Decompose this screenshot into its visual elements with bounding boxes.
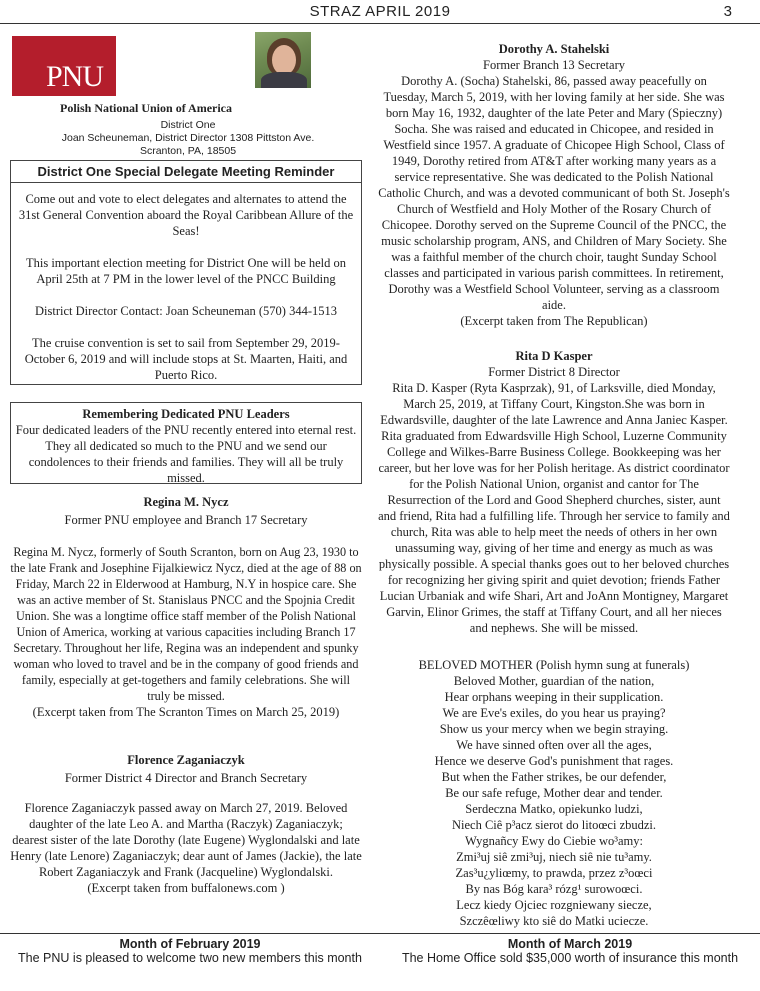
rita-role: Former District 8 Director (488, 365, 620, 379)
org-name: Polish National Union of America (60, 101, 233, 115)
hymn-line: Serdeczna Matko, opiekunko ludzi, (465, 802, 643, 816)
city-line: Scranton, PA, 18505 (139, 145, 237, 157)
meeting-reminder-box (10, 160, 362, 385)
march-text: The Home Office sold $35,000 worth of insurance this month (401, 951, 739, 965)
hymn-line: Szczêœliwy kto siê do Matki ucieczе. (459, 914, 649, 928)
org-address (8, 119, 368, 158)
dorothy-name: Dorothy A. Stahelski (498, 42, 610, 56)
hymn-line: Lecz kiedy Ojciec rozgniewany siecze, (456, 898, 652, 912)
florence-text: Florence Zaganiaczyk passed away on March 27, 2019. Beloved daughter of the late Leo A. and Martha (Raczyk) Zaganiaczyk; dearest sister of the late Dorothy (late Eugene) Wyglondalski and late Henry (late Lenore) Zaganiaczyk; dear aunt of James (Jackie), the late Robert Zaganiaczyk and Frank (Jacqueline) Wyglondalski. (10, 801, 362, 879)
footer-february (5, 937, 375, 965)
regina-name: Regina M. Nycz (143, 495, 229, 509)
hymn-line: Zmi³uj siê zmi³uj, niech siê nie tu³amy. (456, 850, 652, 864)
hymn-line: Hence we deserve God's punishment that rages. (434, 754, 674, 768)
meeting-paragraph-1: Come out and vote to elect delegates and alternates to attend the 31st General Convention aboard the Royal Caribbean Allure of the Seas! (18, 192, 354, 238)
newsletter-title: STRAZ APRIL 2019 (309, 3, 451, 20)
meeting-heading: District One Special Delegate Meeting Reminder (11, 161, 361, 183)
regina-role: Former PNU employee and Branch 17 Secretary (64, 513, 308, 527)
remembering-heading: Remembering Dedicated PNU Leaders (82, 407, 290, 421)
florence-obituary (10, 752, 362, 896)
pnu-logo (12, 36, 116, 96)
rita-obituary (378, 348, 730, 636)
page-number: 3 (723, 3, 732, 20)
florence-name: Florence Zaganiaczyk (127, 753, 245, 767)
regina-text: Regina M. Nycz, formerly of South Scranton, born on Aug 23, 1930 to the late Frank and Josephine Fijalkiewicz Nycz, died at the age of 88 on Friday, March 22 in Elderwood at Hamburg, N.Y in hospice care. She was an active member of St. Stanislaus PNCC and the Spojnia Credit Union. She was a longtime office staff member of the Polish National Union of America, working at various capacities including Branch 17 Secretary. Throughout her life, Regina was an independent and spunky woman who loved to travel and be in the company of good friends and family, especially at get-togethers and family celebrations. She will truly be missed. (10, 545, 362, 703)
hymn-line: We have sinned often over all the ages, (456, 738, 652, 752)
page-footer (0, 933, 760, 991)
hymn (378, 657, 730, 929)
hymn-title: BELOVED MOTHER (Polish hymn sung at funerals) (418, 658, 690, 672)
page-header (0, 0, 760, 24)
regina-source: (Excerpt taken from The Scranton Times on March 25, 2019) (32, 705, 340, 719)
remembering-text: Four dedicated leaders of the PNU recently entered into eternal rest. They all dedicated so much to the PNU and we send our condolences to their friends and families. They will all be truly missed. (15, 423, 357, 485)
rita-name: Rita D Kasper (515, 349, 593, 363)
february-heading: Month of February 2019 (119, 937, 261, 951)
director-line: Joan Scheuneman, District Director 1308 Pittston Ave. (61, 132, 315, 144)
director-photo (255, 32, 311, 88)
florence-role: Former District 4 Director and Branch Secretary (64, 771, 308, 785)
florence-source: (Excerpt taken from buffalonews.com ) (87, 881, 285, 895)
regina-obituary (10, 494, 362, 720)
hymn-line: Show us your mercy when we begin straying. (439, 722, 669, 736)
hymn-lines (378, 673, 730, 929)
logo-text: PNU (46, 60, 104, 93)
hymn-line: By nas Bóg kara³ rózg¹ surowoœci. (465, 882, 643, 896)
dorothy-role: Former Branch 13 Secretary (483, 58, 625, 72)
meeting-paragraph-4: The cruise convention is set to sail from September 29, 2019-October 6, 2019 and will include stops at St. Maarten, Haiti, and Puerto Rico. (24, 336, 348, 382)
february-text: The PNU is pleased to welcome two new members this month (18, 951, 362, 965)
march-heading: Month of March 2019 (507, 937, 633, 951)
dorothy-text: Dorothy A. (Socha) Stahelski, 86, passed away peacefully on Tuesday, March 5, 2019, with her loving family at her side. She was born May 16, 1932, daughter of the late Peter and Mary (Spieczny) Socha. She was raised and educated in Chicopee, and resided in Westfield since 1957. A graduate of Chicopee High School, Class of 1949, Dorothy retired from AT&T after working many years as a service representative. She was dedicated to the Polish National Catholic Church, and was a devoted communicant of both St. Joseph's Church of Westfield and Holy Mother of the Rosary Church of Chicopee. Dorothy served on the Supreme Council of the PNCC, the music scholarship program, ANS, and Children of Mary Society. She was a faithful member of the church choir, taught Sunday School classes and participated in various parish committees. In retirement, Dorothy was a Westfield School Volunteer, serving as a classroom aide. (378, 74, 730, 312)
remembering-box (10, 402, 362, 484)
meeting-paragraph-2: This important election meeting for District One will be held on April 25th at 7 PM in the lower level of the PNCC Building (25, 256, 347, 286)
meeting-contact: District Director Contact: Joan Scheuneman (570) 344-1513 (34, 304, 337, 318)
rita-text: Rita D. Kasper (Ryta Kasprzak), 91, of Larksville, died Monday, March 25, 2019, at Tiffany Court, Kingston.She was born in Edwardsville, daughter of the late Lawrence and Anna Janiec Kasper. Rita graduated from Edwardsville High School, Luzerne Community College and Wilkes-Barre Business College. Bookkeeping was her career, but her love was for her Polish heritage. As district coordinator for the Polish National Union, organist and cantor for The Resurrection of the Lord and Good Shepherd churches, sister, aunt and friend, Rita had a fulfilling life. Through her service to family and church, Rita was able to help meet the needs of others in her own unassuming way, giving of her time and energy as much as was physically possible. A special thanks goes out to her beloved churches for recognizing her giving spirit and quiet devotion; friends Father Lucian Urbaniak and wife Shari, Art and JoAnn Montigney, Margaret Garvin, Elinor Grimes, the staff at Tiffany Court, and all her nieces and nephews. She will be missed. (378, 381, 730, 635)
dorothy-obituary (378, 41, 730, 329)
hymn-line: We are Eve's exiles, do you hear us praying? (442, 706, 666, 720)
hymn-line: Hear orphans weeping in their supplication. (444, 690, 664, 704)
hymn-line: Wygnañcy Ewy do Ciebie wo³amy: (465, 834, 643, 848)
hymn-line: Be our safe refuge, Mother dear and tender. (445, 786, 663, 800)
hymn-line: Zas³u¿yliœmy, to prawda, przez z³oœci (455, 866, 653, 880)
hymn-line: Beloved Mother, guardian of the nation, (453, 674, 655, 688)
dorothy-source: (Excerpt taken from The Republican) (460, 314, 648, 328)
district-line: District One (160, 119, 216, 131)
hymn-line: But when the Father strikes, be our defender, (441, 770, 667, 784)
hymn-line: Niech Ciê p³acz sierot do litoœci zbudzi. (451, 818, 657, 832)
footer-march (385, 937, 755, 965)
